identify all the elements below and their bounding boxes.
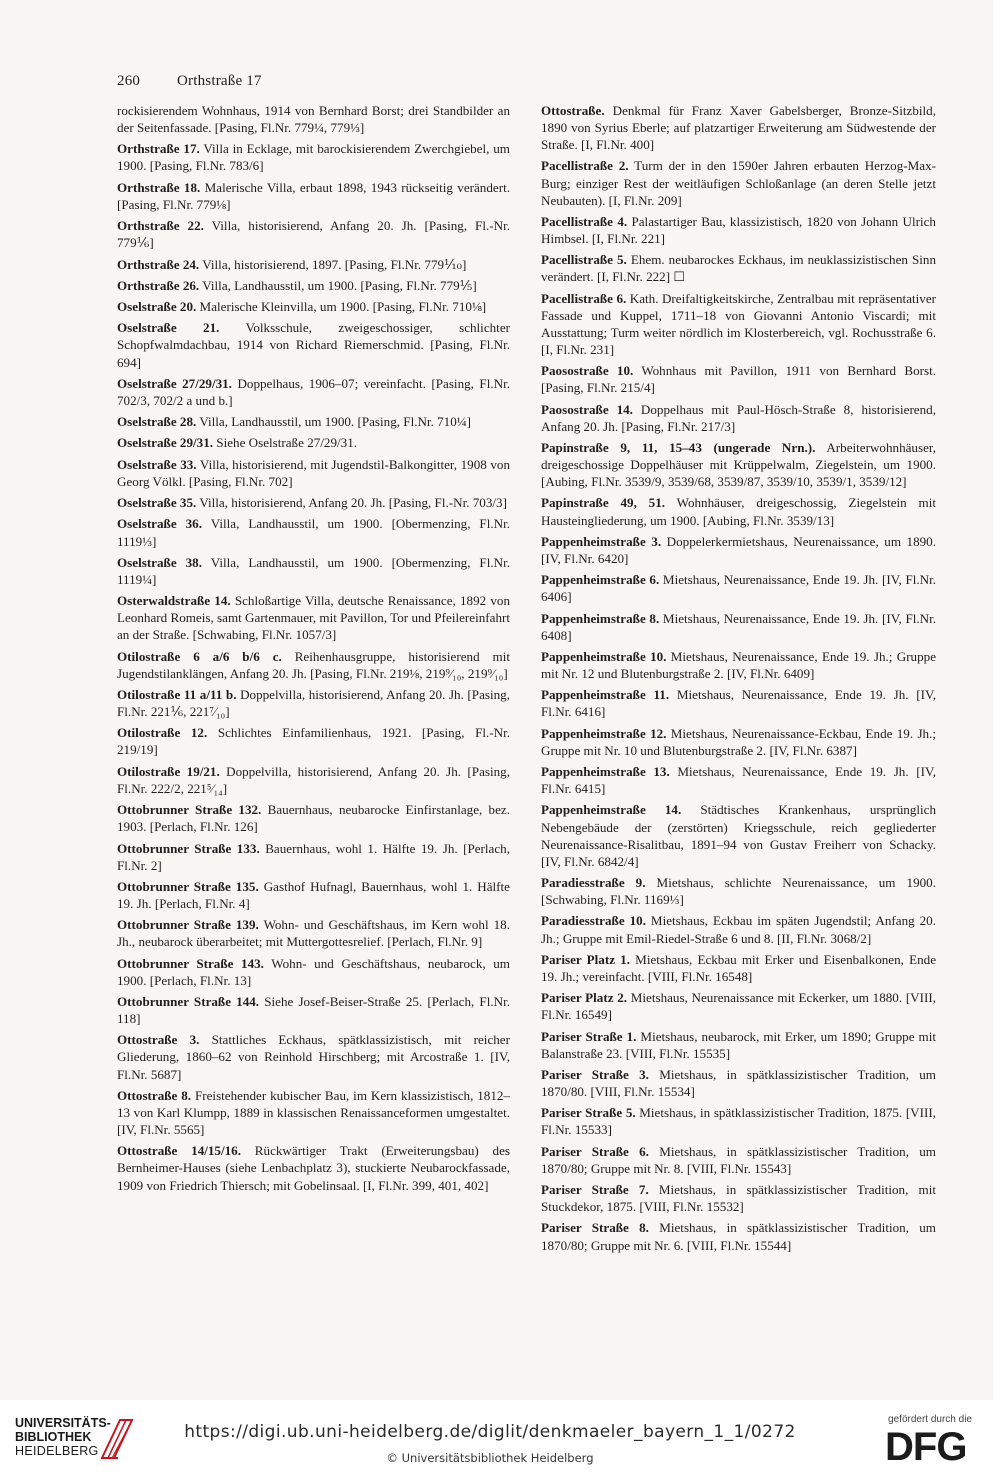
entry xyxy=(117,993,510,1027)
entry-heading: Otilostraße 6 a/6 b/6 c. xyxy=(117,648,282,664)
entry-heading: Oselstraße 38. xyxy=(117,554,202,570)
entry-text: Mietshaus, Neurenaissance, Ende 19. Jh. [IV, Fl.Nr. 6415] xyxy=(541,764,936,797)
entry xyxy=(541,439,936,490)
entry-heading: Orthstraße 22. xyxy=(117,218,204,234)
entry xyxy=(541,951,936,985)
entry-text: Mietshaus, in spätklassizistischer Tradition, 1875. [VIII, Fl.Nr. 15533] xyxy=(541,1105,936,1138)
entry xyxy=(541,1028,936,1062)
entry-heading: Pappenheimstraße 14. xyxy=(541,802,682,818)
entry xyxy=(117,413,510,430)
entry xyxy=(117,648,510,682)
entry-text: Mietshaus, Neurenaissance mit Eckerker, um 1880. [VIII, Fl.Nr. 16549] xyxy=(541,990,936,1023)
viewer-footer xyxy=(0,1400,993,1476)
entry-text: Villa, Landhausstil, um 1900. [Pasing, Fl.Nr. 779⅕] xyxy=(199,277,477,293)
entry xyxy=(541,1066,936,1100)
entry-text: Mietshaus, schlichte Neurenaissance, um 1900. [Schwabing, Fl.Nr. 1169⅓] xyxy=(541,875,936,908)
entry xyxy=(541,1181,936,1215)
entry-text: Städtisches Krankenhaus, ursprünglich Nebengebäude der (zerstörten) Kriegsschule, reich gegliederter Neurenaissance-Risalitbau, 1891–94 von Gustav Freiherr von Schacky. [IV, Fl.Nr. 6842/4] xyxy=(541,802,937,869)
entry xyxy=(117,840,510,874)
entry-text: Ehem. neubarockes Eckhaus, im neuklassizistischen Sinn verändert. [I, Fl.Nr. 222] ☐ xyxy=(541,252,936,285)
entry-heading: Oselstraße 27/29/31. xyxy=(117,375,232,391)
entry-heading: Pacellistraße 6. xyxy=(541,290,627,306)
entry xyxy=(541,1104,936,1138)
entry xyxy=(117,801,510,835)
entry-heading: Paosostraße 10. xyxy=(541,363,634,379)
entry-heading: Pappenheimstraße 3. xyxy=(541,533,662,549)
entry-heading: Osterwaldstraße 14. xyxy=(117,593,231,609)
entry-text: Wohnhaus mit Pavillon, 1911 von Bernhard Borst. [Pasing, Fl.Nr. 215/4] xyxy=(541,363,936,396)
entry-heading: Pariser Straße 3. xyxy=(541,1066,649,1082)
entry xyxy=(117,179,510,213)
entry-text: Turm der in den 1590er Jahren erbauten Herzog-Max-Burg; einziger Rest der weitläufigen Schloßanlage (an deren Stelle jetzt Neubauten). [I, Fl.Nr. 209] xyxy=(541,158,936,208)
entry xyxy=(541,533,936,567)
entry xyxy=(117,217,510,251)
entry xyxy=(117,554,510,588)
entry xyxy=(117,686,510,720)
entry xyxy=(541,401,936,435)
entry-heading: Ottostraße 8. xyxy=(117,1087,192,1103)
entry-text: Bauernhaus, wohl 1. Hälfte 19. Jh. [Perlach, Fl.Nr. 2] xyxy=(117,840,510,873)
entry xyxy=(541,1219,936,1253)
entry-heading: Ottobrunner Straße 133. xyxy=(117,840,260,856)
entry-heading: Ottostraße. xyxy=(541,103,605,118)
library-name[interactable] xyxy=(15,1416,111,1458)
entry xyxy=(541,874,936,908)
entry-text: Villa in Ecklage, mit barockisierendem Zwerchgiebel, um 1900. [Pasing, Fl.Nr. 783/6] xyxy=(117,141,510,174)
entry-text: Mietshaus, Neurenaissance-Eckbau, Ende 19. Jh.; Gruppe mit Nr. 10 und Blutenburgstraße 2. [IV, Fl.Nr. 6387] xyxy=(541,725,937,758)
entry-heading: Orthstraße 24. xyxy=(117,256,200,272)
entry-text: Mietshaus, Neurenaissance, Ende 19. Jh. [IV, Fl.Nr. 6416] xyxy=(541,687,937,720)
page-number: 260 xyxy=(117,73,141,89)
entry xyxy=(541,571,936,605)
entry-heading: Paosostraße 14. xyxy=(541,401,633,417)
library-name-line1: UNIVERSITÄTS- xyxy=(15,1416,111,1430)
library-name-line3: HEIDELBERG xyxy=(15,1444,99,1458)
entry-text: Wohnhäuser, dreigeschossig, Ziegelstein mit Hausteingliederung, um 1900. [Aubing, Fl.Nr. 3539/13] xyxy=(541,495,936,528)
entry-heading: Ottobrunner Straße 139. xyxy=(117,917,259,933)
entry xyxy=(117,140,510,174)
entry xyxy=(117,102,510,136)
entry xyxy=(117,298,510,315)
entry-text: Villa, Landhausstil, um 1900. [Obermenzing, Fl.Nr. 1119¼] xyxy=(117,554,510,587)
entry-text: Stattliches Eckhaus, spätklassizistisch, mit reicher Gliederung, 1860–62 von Reinhold Hirschberg; mit Arcostraße 1. [IV, Fl.Nr. 5687] xyxy=(117,1032,510,1082)
entry-heading: Pappenheimstraße 12. xyxy=(541,725,667,741)
entry-text: Wohn- und Geschäftshaus, neubarock, um 1900. [Perlach, Fl.Nr. 13] xyxy=(117,955,510,988)
entry-text: Wohn- und Geschäftshaus, im Kern wohl 18. Jh., neubarock überarbeitet; mit Muttergottesrelief. [Perlach, Fl.Nr. 9] xyxy=(117,917,510,950)
entry-heading: Pappenheimstraße 13. xyxy=(541,764,670,780)
entry xyxy=(541,725,936,759)
entry-heading: Paradiesstraße 10. xyxy=(541,913,646,929)
entry-text: Malerische Kleinvilla, um 1900. [Pasing, Fl.Nr. 710⅛] xyxy=(196,299,487,315)
entry xyxy=(117,277,510,294)
entry xyxy=(541,213,936,247)
entry-text: Mietshaus, Neurenaissance, Ende 19. Jh.; Gruppe mit Nr. 12 und Blutenburgstraße 2. [IV, Fl.Nr. 6409] xyxy=(541,648,937,682)
entry-text: Villa, Landhausstil, um 1900. [Obermenzing, Fl.Nr. 1119⅓] xyxy=(117,516,510,549)
entry-heading: Oselstraße 21. xyxy=(117,320,220,336)
entry-heading: Oselstraße 35. xyxy=(117,495,197,511)
entry-text: Malerische Villa, erbaut 1898, 1943 rückseitig verändert. [Pasing, Fl.Nr. 779⅛] xyxy=(117,179,510,212)
entry-text: Doppelerkermietshaus, Neurenaissance, um 1890. [IV, Fl.Nr. 6420] xyxy=(541,533,937,566)
entry xyxy=(117,592,510,643)
entry-text: Mietshaus, in spätklassizistischer Tradition, um 1870/80; Gruppe mit Nr. 8. [VIII, Fl.Nr. 15543] xyxy=(541,1143,936,1176)
entry xyxy=(541,157,936,208)
permalink-url[interactable]: https://digi.ub.uni-heidelberg.de/diglit/denkmaeler_bayern_1_1/0272 xyxy=(184,1422,796,1442)
entry-heading: Oselstraße 29/31. xyxy=(117,435,214,451)
entry-text: Siehe Josef-Beiser-Straße 25. [Perlach, Fl.Nr. 118] xyxy=(117,994,510,1027)
entry-heading: Pariser Straße 1. xyxy=(541,1028,637,1044)
entry xyxy=(541,912,936,946)
entry xyxy=(117,494,510,511)
entry-heading: Pariser Platz 2. xyxy=(541,990,628,1006)
entry-text: Mietshaus, Neurenaissance, Ende 19. Jh. [IV, Fl.Nr. 6408] xyxy=(541,610,937,643)
entry-heading: Otilostraße 19/21. xyxy=(117,763,220,779)
entry xyxy=(541,362,936,396)
entry-text: Freistehender kubischer Bau, im Kern klassizistisch, 1812–13 von Karl Klumpp, 1889 in klassischen Renaissanceformen umgestaltet. [IV, Fl.Nr. 5565] xyxy=(117,1087,510,1138)
entry-heading: Ottostraße 14/15/16. xyxy=(117,1143,241,1159)
entry-heading: Oselstraße 28. xyxy=(117,414,197,430)
entry xyxy=(541,989,936,1023)
entry-heading: Pappenheimstraße 8. xyxy=(541,610,660,626)
entry-text: Villa, Landhausstil, um 1900. [Pasing, Fl.Nr. 710¼] xyxy=(196,414,471,430)
entry-heading: Orthstraße 26. xyxy=(117,277,200,293)
entry-heading: Otilostraße 11 a/11 b. xyxy=(117,687,237,702)
entry xyxy=(541,763,936,797)
entry-heading: Ottobrunner Straße 143. xyxy=(117,955,264,971)
entry-heading: Pariser Straße 7. xyxy=(541,1182,649,1198)
entry-heading: Oselstraße 36. xyxy=(117,516,202,532)
right-column xyxy=(541,102,936,1258)
entry xyxy=(117,916,510,950)
entry xyxy=(117,878,510,912)
running-title: Orthstraße 17 xyxy=(177,73,262,89)
entry xyxy=(541,686,936,720)
entry-text: Mietshaus, Neurenaissance, Ende 19. Jh. [IV, Fl.Nr. 6406] xyxy=(541,572,937,605)
entry-text: Gasthof Hufnagl, Bauernhaus, wohl 1. Hälfte 19. Jh. [Perlach, Fl.Nr. 4] xyxy=(117,878,510,911)
copyright-notice: © Universitätsbibliothek Heidelberg xyxy=(386,1451,594,1465)
entry-heading: Oselstraße 20. xyxy=(117,299,197,315)
entry xyxy=(117,1031,510,1082)
entry xyxy=(117,955,510,989)
entry-heading: Ottobrunner Straße 144. xyxy=(117,994,260,1009)
entry-text: Schlichtes Einfamilienhaus, 1921. [Pasing, Fl.-Nr. 219/19] xyxy=(117,725,510,758)
entry-text: Volksschule, zweigeschossiger, schlichter Schopfwalmdachbau, 1914 von Richard Riemerschmid. [Pasing, Fl.Nr. 694] xyxy=(117,320,510,370)
entry-text: Mietshaus, in spätklassizistischer Tradition, um 1870/80; Gruppe mit Nr. 6. [VIII, Fl.Nr. 15544] xyxy=(541,1220,936,1253)
entry-text: Denkmal für Franz Xaver Gabelsberger, Bronze-Sitzbild, 1890 von Syrius Eberle; auf platzartiger Erweiterung am Südwestende der Straße. [I, Fl.Nr. 400] xyxy=(541,103,936,153)
left-column xyxy=(117,102,510,1198)
entry-text: Mietshaus, in spätklassizistischer Tradition, um 1870/80. [VIII, Fl.Nr. 15534] xyxy=(541,1066,936,1099)
entry xyxy=(117,256,510,273)
entry-heading: Pappenheimstraße 11. xyxy=(541,687,670,703)
entry-text: Villa, historisierend, Anfang 20. Jh. [Pasing, Fl.-Nr. 779⅙] xyxy=(117,218,510,251)
entry-heading: Paradiesstraße 9. xyxy=(541,875,646,891)
entry xyxy=(541,290,936,358)
entry-heading: Oselstraße 33. xyxy=(117,456,197,472)
entry-text: Villa, historisierend, 1897. [Pasing, Fl.Nr. 779⅒] xyxy=(199,256,467,272)
entry xyxy=(541,648,936,682)
dfg-logo[interactable]: DFG xyxy=(885,1425,967,1469)
entry-text: Arbeiterwohnhäuser, dreigeschossige Doppelhäuser mit Krüppelwalm, Ziegelstein, um 1900. [Aubing, Fl.Nr. 3539/9, 3539/68, 3539/87, 3539/10, 3539/1, 3539/12] xyxy=(541,440,936,490)
entry xyxy=(117,456,510,490)
entry-text: Rückwärtiger Trakt (Erweiterungsbau) des Bernheimer-Hauses (siehe Lenbachplatz 3), stuckierte Neubarockfassade, 1909 von Friedrich Thiersch; mit Gobelinsaal. [I, Fl.Nr. 399, 401, 402] xyxy=(117,1143,511,1193)
entry-text: Mietshaus, Eckbau mit Erker und Eisenbalkonen, Ende 19. Jh.; vereinfacht. [VIII, Fl.Nr. 16548] xyxy=(541,951,936,984)
entry-heading: Pappenheimstraße 10. xyxy=(541,648,667,664)
funding-note: gefördert durch die xyxy=(888,1414,972,1425)
entry xyxy=(541,494,936,528)
entry xyxy=(541,610,936,644)
entry-heading: Orthstraße 18. xyxy=(117,179,201,195)
entry-heading: Pariser Straße 8. xyxy=(541,1220,649,1236)
library-logo-icon xyxy=(98,1414,138,1464)
entry-heading: Pariser Straße 6. xyxy=(541,1143,649,1159)
entry xyxy=(117,724,510,758)
entry-text: Villa, historisierend, Anfang 20. Jh. [Pasing, Fl.-Nr. 703/3] xyxy=(196,495,507,511)
entry-text: Reihenhausgruppe, historisierend mit Jugendstilanklängen, Anfang 20. Jh. [Pasing, Fl.Nr. 219⅛, 219⁹⁄₁₀, 219⁹⁄₁₀] xyxy=(117,648,510,681)
entry-text: Schloßartige Villa, deutsche Renaissance, 1892 von Leonhard Romeis, samt Gartenmauer, mit Pavillon, Tor und Pfeilereinfahrt an der Straße. [Schwabing, Fl.Nr. 1057/3] xyxy=(117,593,510,643)
entry-heading: Pacellistraße 5. xyxy=(541,252,627,268)
entry-text: Mietshaus, neubarock, mit Erker, um 1890; Gruppe mit Balanstraße 23. [VIII, Fl.Nr. 15535] xyxy=(541,1028,936,1061)
entry-heading: Pariser Platz 1. xyxy=(541,951,630,967)
entry xyxy=(117,763,510,797)
entry-heading: Papinstraße 49, 51. xyxy=(541,495,666,511)
library-name-line2: BIBLIOTHEK xyxy=(15,1430,92,1444)
entry xyxy=(117,515,510,549)
entry xyxy=(541,251,936,285)
entry-text: Bauernhaus, neubarocke Einfirstanlage, bez. 1903. [Perlach, Fl.Nr. 126] xyxy=(117,802,510,835)
entry-heading: Orthstraße 17. xyxy=(117,141,200,157)
entry xyxy=(117,434,510,451)
entry-text: Mietshaus, Eckbau im späten Jugendstil; Anfang 20. Jh.; Gruppe mit Emil-Riedel-Straße 6 und 8. [II, Fl.Nr. 3068/2] xyxy=(541,913,936,946)
entry-text: Doppelhaus mit Paul-Hösch-Straße 8, historisierend, Anfang 20. Jh. [Pasing, Fl.Nr. 217/3] xyxy=(541,401,936,434)
entry-heading: Pacellistraße 2. xyxy=(541,158,629,174)
entry-heading: Pacellistraße 4. xyxy=(541,213,628,229)
entry xyxy=(117,319,510,370)
entry-text: Doppelvilla, historisierend, Anfang 20. Jh. [Pasing, Fl.Nr. 221⅙, 221⁷⁄₁₀] xyxy=(117,687,510,720)
entry-heading: Otilostraße 12. xyxy=(117,725,208,741)
entry xyxy=(541,801,936,869)
entry-heading: Pappenheimstraße 6. xyxy=(541,572,660,588)
entry-heading: Ottostraße 3. xyxy=(117,1032,200,1048)
entry-heading: Ottobrunner Straße 135. xyxy=(117,878,259,894)
entry-text: Palastartiger Bau, klassizistisch, 1820 von Johann Ulrich Himbsel. [I, Fl.Nr. 221] xyxy=(541,213,936,247)
entry-text: Siehe Oselstraße 27/29/31. xyxy=(213,435,358,451)
entry xyxy=(117,375,510,409)
entry-text: rockisierendem Wohnhaus, 1914 von Bernhard Borst; drei Standbilder an der Seitenfassade. [Pasing, Fl.Nr. 779¼, 779⅓] xyxy=(117,103,510,136)
entry-heading: Pariser Straße 5. xyxy=(541,1105,636,1121)
page-header xyxy=(117,73,937,90)
entry-text: Doppelhaus, 1906–07; vereinfacht. [Pasing, Fl.Nr. 702/3, 702/2 a und b.] xyxy=(117,375,510,408)
entry-text: Villa, historisierend, mit Jugendstil-Balkongitter, 1908 von Georg Völkl. [Pasing, Fl.Nr. 702] xyxy=(117,456,511,489)
entry xyxy=(117,1087,510,1138)
entry-heading: Papinstraße 9, 11, 15–43 (ungerade Nrn.). xyxy=(541,440,816,455)
entry xyxy=(541,102,936,153)
entry-heading: Ottobrunner Straße 132. xyxy=(117,802,262,818)
entry-text: Doppelvilla, historisierend, Anfang 20. Jh. [Pasing, Fl.Nr. 222/2, 221⁵⁄₁₄] xyxy=(117,763,510,796)
entry-text: Mietshaus, in spätklassizistischer Tradition, mit Stuckdekor, 1875. [VIII, Fl.Nr. 15532] xyxy=(541,1182,936,1215)
entry-text: Kath. Dreifaltigkeitskirche, Zentralbau mit repräsentativer Fassade und Kuppel, 1711–18 von Giovanni Antonio Viscardi; mit Ausstattung; Turm weiter nördlich im Klosterbereich, vgl. Rochusstraße 6. [I, Fl.Nr. 231] xyxy=(541,290,936,357)
entry xyxy=(541,1143,936,1177)
entry xyxy=(117,1142,510,1193)
